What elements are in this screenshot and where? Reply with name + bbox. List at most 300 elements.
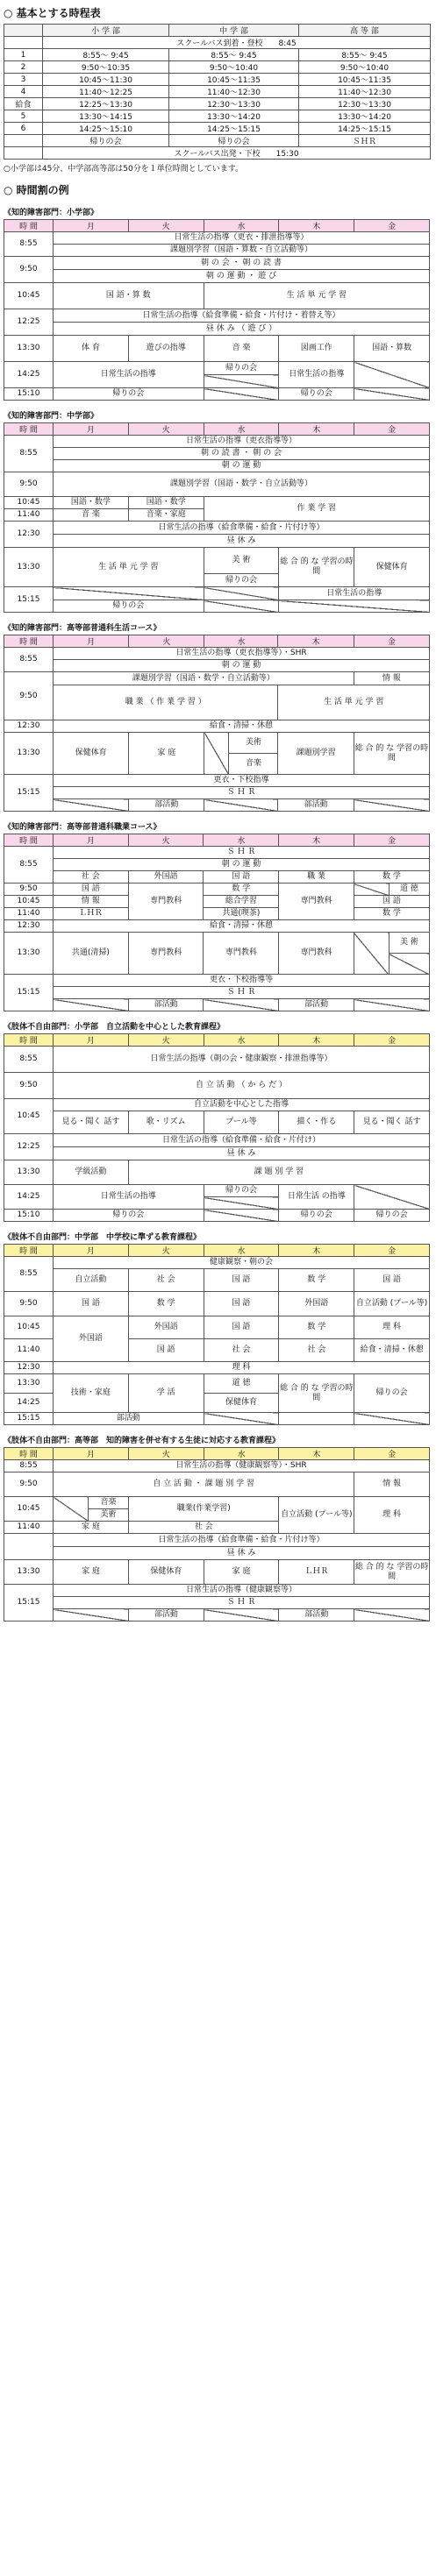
cell: 国 語 [204, 1316, 279, 1339]
cell: 保健体育 [204, 1394, 279, 1413]
cell: 課題別学習（国語・数学・自立活動等） [54, 672, 354, 685]
departure-row: スクールバス出発・下校 15:30 [43, 147, 431, 160]
cell: 専門教科 [128, 933, 204, 975]
cell: 数 学 [279, 1269, 354, 1292]
cell: 課題別学習（国語・数学・自立活動等） [54, 472, 430, 497]
cell: 日常生活の指導（給食準備・給食・片付け等） [54, 522, 430, 535]
cell: 数 学 [354, 908, 429, 920]
cell: 課題別学習（国語・算数・自立活動等） [54, 245, 430, 257]
cell: プール等 [204, 1111, 279, 1134]
empty-diagonal-cell [204, 587, 279, 600]
day-header: 水 [204, 635, 278, 648]
cell: 自立活動 [54, 1269, 129, 1292]
empty-diagonal-cell [204, 1413, 279, 1425]
cell: 国 語・算 数 [54, 283, 204, 309]
day-header: 火 [129, 635, 204, 648]
day-header: 月 [54, 635, 129, 648]
time-cell: 11:40 [4, 1522, 54, 1534]
time-cell: 13:30 [4, 1374, 54, 1394]
time-cell: 12:30 [4, 720, 54, 733]
time-cell: 12:25 [4, 1134, 54, 1160]
cell: 社 会 [129, 1522, 279, 1534]
cell: 専門教科 [128, 884, 204, 920]
cell: 学級活動 [54, 1160, 129, 1185]
cell: 保健体育 [354, 548, 430, 587]
cell: 技術・家庭 [54, 1374, 129, 1413]
period-time: 13:30～14:20 [169, 110, 299, 123]
empty-diagonal-cell [204, 1609, 279, 1622]
time-cell: 13:30 [4, 548, 54, 587]
cell: ＬＨＲ [54, 908, 129, 920]
time-header: 時 間 [4, 220, 54, 232]
cell: 図画工作 [279, 336, 354, 362]
time-cell: 8:55 [4, 1460, 54, 1473]
time-cell: 10:45 [4, 896, 54, 908]
empty-diagonal-cell [54, 999, 129, 1011]
time-cell: 10:45 [4, 283, 54, 309]
cell: 数 学 [128, 1292, 204, 1316]
period-time: 11:40～12:30 [299, 86, 431, 98]
time-cell: 12:30 [4, 522, 54, 548]
day-header: 水 [204, 1034, 279, 1047]
cell: 国語・算数 [354, 336, 430, 362]
cell: 理 科 [54, 1362, 430, 1374]
time-cell: 11:40 [4, 908, 54, 920]
time-cell: 15:15 [4, 1413, 54, 1425]
table-title: 《肢体不自由部門：中学部 中学校に準ずる教育課程》 [4, 1233, 202, 1242]
cell: 国 語 [354, 1269, 430, 1292]
empty-diagonal-cell [54, 1497, 89, 1522]
day-header: 火 [128, 1245, 204, 1257]
cell: 社 会 [204, 1339, 279, 1362]
day-header: 木 [279, 1245, 354, 1257]
cell: 日常生活の指導 [54, 362, 204, 388]
empty-diagonal-cell [354, 388, 430, 401]
time-cell: 15:15 [4, 1585, 54, 1622]
cell: 見る・聞く 話す [54, 1111, 129, 1134]
period-time: 11:40～12:30 [169, 86, 299, 98]
day-header: 水 [204, 1245, 279, 1257]
period-time: 8:55～ 9:45 [299, 49, 431, 61]
empty-diagonal-cell [54, 1609, 129, 1622]
cell: 専門教科 [279, 933, 354, 975]
cell: 日常生活の指導（給食準備・給食・片付け・着替え等） [54, 309, 430, 323]
cell: 家 庭 [129, 733, 204, 775]
period-label: 1 [4, 49, 43, 61]
cell: 国語・数学 [54, 497, 129, 509]
timetable-high-life-course [4, 635, 430, 812]
period-time: 12:25～13:30 [43, 98, 169, 110]
cell: 朝 の 運 動 [54, 460, 430, 472]
cell: 社 会 [279, 1339, 354, 1362]
period-time: 8:55～ 9:45 [169, 49, 299, 61]
cell: 国 語 [128, 1339, 204, 1362]
cell: 日常生活の指導（給食準備・給食・片付け） [54, 1134, 430, 1147]
cell: 国 語 [204, 1292, 279, 1316]
cell: ＬＨＲ [279, 1560, 354, 1585]
cell: 朝 の 運 動 ・ 遊 び [54, 270, 430, 283]
corner-cell [4, 25, 43, 37]
time-cell: 8:55 [4, 436, 54, 472]
empty-diagonal-cell [204, 375, 279, 388]
cell: 朝 の 読 書 ・ 朝 の 会 [54, 448, 430, 460]
time-cell: 9:50 [4, 1473, 54, 1497]
cell: 日常生活 の指導 [279, 1185, 354, 1210]
cell: 情 報 [354, 1473, 430, 1497]
cell: 帰りの会 [354, 1374, 430, 1413]
cell: 帰りの会 [54, 388, 204, 401]
time-cell: 10:45 [4, 1316, 54, 1339]
cell: 国 語 [204, 1269, 279, 1292]
day-header: 水 [204, 423, 279, 436]
cell: 帰りの会 [279, 388, 354, 401]
cell: 生 活 単 元 学 習 [54, 548, 204, 587]
day-header: 火 [128, 1034, 204, 1047]
time-header: 時 間 [4, 1034, 54, 1047]
timetable-pd-elementary [4, 1033, 430, 1222]
cell: 専門教科 [279, 884, 354, 920]
period-time: 14:25～15:10 [43, 123, 169, 135]
cell: 更衣・下校指導等 [54, 975, 430, 987]
cell: Ｓ Ｈ Ｒ [54, 1597, 430, 1609]
empty-diagonal-cell [54, 799, 129, 812]
cell: 帰りの会 [354, 1210, 430, 1222]
cell: 昼 休 み （ 遊 び ） [54, 323, 430, 336]
cell: 部活動 [279, 1609, 354, 1622]
period-label: 3 [4, 74, 43, 86]
header-high-school: 高 等 部 [299, 25, 431, 37]
cell: 総 合 的 な 学習の時間 [354, 733, 429, 775]
period-time: 14:25～15:15 [299, 123, 431, 135]
cell: 総合学習 [204, 896, 279, 908]
cell: 課題別学習 [278, 733, 354, 775]
cell: 遊びの指導 [128, 336, 204, 362]
cell: 健康観察・朝の会 [54, 1257, 430, 1269]
cell: 自立活動 (プール等) [354, 1292, 430, 1316]
schedule-note: ○小学部は45分、中学部高等部は50分を１単位時間としています。 [4, 165, 244, 174]
cell: 帰りの会 [279, 1210, 354, 1222]
cell: 日常生活の指導 [54, 1185, 204, 1210]
period-time: 14:25～15:15 [169, 123, 299, 135]
cell: 音楽 [229, 754, 278, 775]
period-label: 6 [4, 123, 43, 135]
period-time: 8:55～ 9:45 [43, 49, 169, 61]
cell: 音楽・家庭 [128, 509, 204, 522]
cell: 生 活 単 元 学 習 [204, 283, 429, 309]
cell: 美 術 [389, 933, 429, 954]
day-header: 火 [129, 1448, 204, 1460]
cell: 自立活動を中心とした指導 [54, 1099, 430, 1111]
day-header: 金 [354, 423, 430, 436]
cell: 共通(清掃) [54, 933, 129, 975]
cell [279, 1413, 354, 1425]
empty-diagonal-cell [354, 1185, 430, 1210]
cell: 美術 [229, 733, 278, 754]
table-title: 《肢体不自由部門：高等部 知的障害を併せ有する生徒に対応する教育課程》 [4, 1437, 281, 1445]
cell: 社 会 [54, 871, 129, 884]
period-label: 5 [4, 110, 43, 123]
cell: 部活動 [129, 1609, 204, 1622]
time-header: 時 間 [4, 423, 54, 436]
day-header: 月 [54, 1034, 129, 1047]
day-header: 木 [279, 834, 354, 847]
cell: 家 庭 [204, 1560, 279, 1585]
cell: 美 術 [204, 548, 279, 574]
day-header: 木 [278, 635, 354, 648]
time-cell: 9:50 [4, 884, 54, 896]
cell: 部活動 [54, 1413, 204, 1425]
cell: 日常生活の指導（更衣指導等） [54, 436, 430, 448]
cell: 昼 休 み [54, 1547, 430, 1560]
cell: 日常生活の指導 [279, 587, 430, 600]
day-header: 金 [354, 220, 430, 232]
cell: 自立活動 (プール等) [279, 1497, 354, 1534]
empty-diagonal-cell [354, 1609, 430, 1622]
cell: 給食・清掃・休憩 [354, 1339, 430, 1362]
cell: 共通(喫茶) [204, 908, 279, 920]
period-time: 13:30～14:15 [43, 110, 169, 123]
time-cell: 9:50 [4, 257, 54, 283]
cell: 部活動 [129, 799, 204, 812]
day-header: 月 [54, 1448, 129, 1460]
period-time: 12:30～13:30 [299, 98, 431, 110]
table-title: 《知的障害部門：高等部普通科職業コース》 [4, 823, 161, 832]
period-time: 12:30～13:30 [169, 98, 299, 110]
empty-diagonal-cell [204, 1197, 279, 1210]
cell: 歌・リズム [128, 1111, 204, 1134]
time-cell: 15:15 [4, 975, 54, 1011]
cell: 昼 休 み [54, 535, 430, 548]
time-header: 時 間 [4, 1448, 54, 1460]
day-header: 木 [279, 423, 354, 436]
period-time: 10:45～11:35 [169, 74, 299, 86]
time-cell: 9:50 [4, 672, 54, 720]
timetable-pd-junior-high [4, 1244, 430, 1425]
period-time: 9:50～10:35 [43, 61, 169, 74]
cell: 数 学 [279, 1316, 354, 1339]
day-header: 金 [354, 1034, 430, 1047]
cell: 美術 [89, 1509, 129, 1522]
cell: 部活動 [278, 799, 354, 812]
cell: 数 学 [204, 884, 279, 896]
cell: 昼 休 み [54, 1147, 430, 1160]
time-cell: 15:10 [4, 388, 54, 401]
day-header: 火 [128, 423, 204, 436]
period-label: 給食 [4, 98, 43, 110]
cell: 朝 の 運 動 [54, 859, 430, 871]
time-cell: 10:45 [4, 1497, 54, 1522]
table-title: 《知的障害部門：小学部》 [4, 209, 99, 217]
empty-diagonal-cell [204, 799, 278, 812]
day-header: 水 [204, 1448, 279, 1460]
day-header: 火 [128, 220, 204, 232]
cell: 職業(作業学習) [129, 1497, 279, 1522]
cell: 情 報 [54, 896, 129, 908]
cell: 専門教科 [204, 933, 279, 975]
cell: 国 語 [354, 896, 429, 908]
day-header: 金 [354, 834, 429, 847]
cell: Ｓ Ｈ Ｒ [54, 847, 430, 859]
cell: 作 業 学 習 [204, 497, 429, 522]
cell: 課 題 別 学 習 [128, 1160, 429, 1185]
day-header: 金 [354, 1448, 430, 1460]
cell: 見る・聞く 話す [354, 1111, 430, 1134]
table-title: 《知的障害部門：中学部》 [4, 412, 99, 421]
day-header: 金 [354, 1245, 430, 1257]
time-cell: 8:55 [4, 1257, 54, 1292]
empty-diagonal-cell [389, 954, 429, 975]
period-time: 11:40～12:25 [43, 86, 169, 98]
time-cell: 8:55 [4, 648, 54, 672]
cell: 日常生活の指導（健康観察等） [54, 1585, 430, 1597]
blank-cell [4, 147, 43, 160]
cell: 帰りの会 [54, 1210, 204, 1222]
time-cell: 8:55 [4, 847, 54, 884]
cell: 帰りの会 [204, 362, 279, 375]
arrival-row: スクールバス到着・登校 8:45 [43, 37, 431, 49]
empty-diagonal-cell [354, 362, 430, 388]
cell: 国語・数学 [128, 497, 204, 509]
day-header: 月 [54, 834, 129, 847]
empty-diagonal-cell [354, 799, 429, 812]
day-header: 木 [279, 1448, 354, 1460]
header-elementary: 小 学 部 [43, 25, 169, 37]
empty-diagonal-cell [204, 733, 229, 775]
basic-schedule-table [4, 24, 431, 160]
cell: 帰りの会 [204, 1185, 279, 1197]
cell: 音楽 [89, 1497, 129, 1509]
empty-diagonal-cell [204, 999, 279, 1011]
cell: 理 科 [354, 1316, 430, 1339]
cell: 部活動 [279, 999, 354, 1011]
period-label: 2 [4, 61, 43, 74]
day-header: 火 [128, 834, 204, 847]
cell: 家 庭 [54, 1560, 129, 1585]
empty-diagonal-cell [354, 933, 389, 975]
day-header: 水 [204, 220, 279, 232]
period-label: 4 [4, 86, 43, 98]
time-cell: 9:50 [4, 1292, 54, 1316]
time-cell: 11:40 [4, 509, 54, 522]
cell: 朝 の 運 動 [54, 660, 430, 672]
cell: 数 学 [354, 871, 429, 884]
cell: 自 立 活 動 ・ 課 題 別 学 習 [54, 1473, 354, 1497]
day-header: 金 [354, 635, 429, 648]
day-header: 月 [54, 220, 129, 232]
time-cell: 13:30 [4, 733, 54, 775]
cell: 帰りの会 [54, 600, 204, 613]
cell: 外国語 [128, 871, 204, 884]
cell: 家 庭 [54, 1522, 129, 1534]
day-header: 木 [279, 220, 354, 232]
time-cell: 14:25 [4, 1185, 54, 1210]
cell: 更衣・下校指導 [54, 775, 430, 787]
cell: 朝 の 会 ・ 朝 の 読 書 [54, 257, 430, 270]
time-cell: 12:30 [4, 920, 54, 933]
cell: 日常生活の指導（更衣・排泄指導等） [54, 232, 430, 245]
period-time: 10:45～11:35 [299, 74, 431, 86]
cell: Ｓ Ｈ Ｒ [54, 787, 430, 799]
empty-diagonal-cell [354, 999, 429, 1011]
time-cell: 13:30 [4, 336, 54, 362]
cell: 部活動 [128, 999, 204, 1011]
period-time: 10:45～11:30 [43, 74, 169, 86]
empty-diagonal-cell [279, 600, 430, 613]
empty-diagonal-cell [204, 1210, 279, 1222]
dismissal-cell: 帰りの会 [43, 135, 169, 147]
time-cell: 15:15 [4, 587, 54, 613]
period-time: 9:50～10:40 [299, 61, 431, 74]
cell: 職 業 [279, 871, 354, 884]
blank-cell [4, 37, 43, 49]
cell: 給食・清掃・休憩 [54, 920, 430, 933]
cell: 総 合 的 な 学習の時間 [354, 1560, 430, 1585]
table-title: 《知的障害部門：高等部普通科生活コース》 [4, 624, 161, 633]
time-header: 時 間 [4, 834, 54, 847]
time-cell: 14:25 [4, 1394, 54, 1413]
time-cell: 8:55 [4, 232, 54, 257]
empty-diagonal-cell [354, 1413, 430, 1425]
cell: 描く・作る [279, 1111, 354, 1134]
timetable-examples-title: ○ 時間割の例 [4, 184, 69, 196]
cell: 国 語 [54, 1292, 129, 1316]
basic-schedule-title: ○ 基本とする時程表 [4, 7, 101, 19]
time-cell: 8:55 [4, 1047, 54, 1073]
day-header: 月 [54, 1245, 129, 1257]
day-header: 水 [204, 834, 279, 847]
empty-diagonal-cell [204, 600, 279, 613]
cell: 総 合 的 な 学習の時間 [279, 548, 354, 587]
time-cell: 11:40 [4, 1339, 54, 1362]
cell: 自 立 活 動 （ か ら だ ） [54, 1073, 430, 1099]
table-title: 《肢体不自由部門：小学部 自立活動を中心とした教育課程》 [4, 1023, 225, 1032]
period-time: 13:30～14:20 [299, 110, 431, 123]
day-header: 月 [54, 423, 129, 436]
cell: 日常生活の指導（朝の会・健康観察・排泄指導等） [54, 1047, 430, 1073]
cell: 給食・清掃・休憩 [54, 720, 430, 733]
cell: 帰りの会 [204, 574, 279, 587]
cell: 日常生活の指導（健康観察等）・SHR [54, 1460, 430, 1473]
time-header: 時 間 [4, 635, 54, 648]
cell: 総 合 的 な 学習の時間 [279, 1374, 354, 1413]
timetable-pd-high [4, 1447, 430, 1622]
time-cell: 15:10 [4, 1210, 54, 1222]
cell: 道 徳 [204, 1374, 279, 1394]
cell: 音 楽 [54, 509, 129, 522]
time-header: 時 間 [4, 1245, 54, 1257]
cell: 日常生活の指導 [279, 362, 354, 388]
cell: 情 報 [354, 672, 429, 685]
cell: 国 語 [54, 884, 129, 896]
empty-diagonal-cell [354, 884, 389, 896]
cell: 外国語 [54, 1316, 129, 1362]
cell: 日常生活の指導（更衣指導等）・SHR [54, 648, 430, 660]
time-cell: 13:30 [4, 1160, 54, 1185]
empty-diagonal-cell [54, 587, 204, 600]
cell: 社 会 [128, 1269, 204, 1292]
cell: 学 活 [128, 1374, 204, 1413]
cell: 音 楽 [204, 336, 279, 362]
blank-cell [4, 135, 43, 147]
time-cell: 13:30 [4, 933, 54, 975]
time-cell: 10:45 [4, 497, 54, 509]
time-cell: 12:25 [4, 309, 54, 336]
cell: 体 育 [54, 336, 129, 362]
time-cell: 10:45 [4, 1099, 54, 1134]
time-cell: 9:50 [4, 472, 54, 497]
time-cell: 15:15 [4, 775, 54, 812]
time-cell: 9:50 [4, 1073, 54, 1099]
